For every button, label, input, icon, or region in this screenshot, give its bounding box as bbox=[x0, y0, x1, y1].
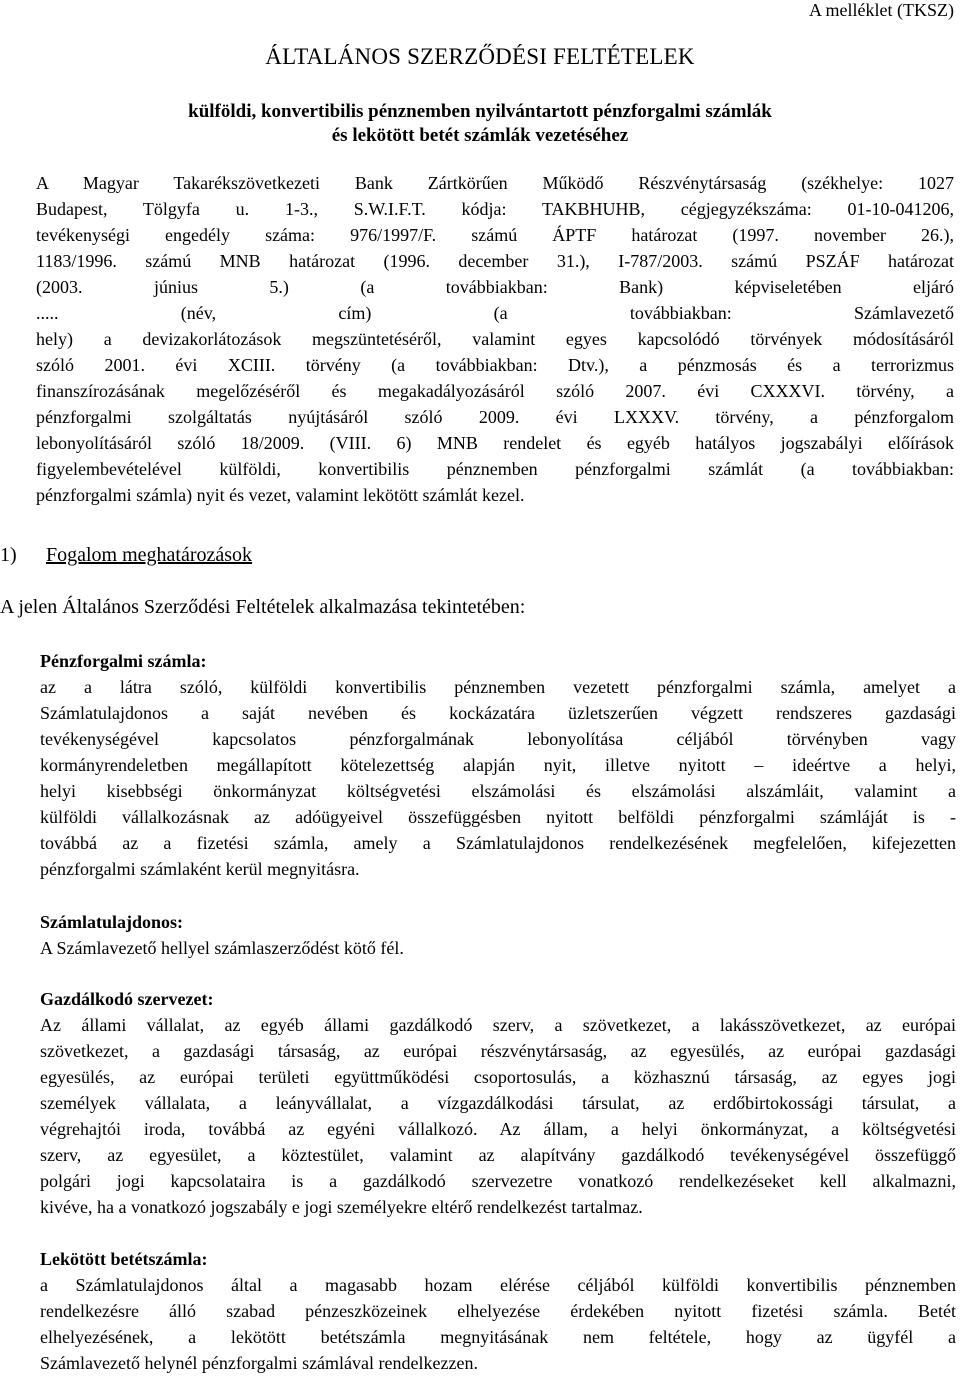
intro-line: ..... (név, cím) (a továbbiakban: Számlavezető bbox=[36, 303, 954, 323]
definition-term: Gazdálkodó szervezet: bbox=[40, 989, 214, 1009]
definition-body bbox=[40, 674, 956, 882]
definition-line: Számlatulajdonos a saját nevében és kockázatára üzletszerűen végzett rendszeres gazdasági bbox=[40, 703, 956, 723]
definition-line: a Számlatulajdonos által a magasabb hozam elérése céljából külföldi konvertibilis pénznemben bbox=[40, 1275, 956, 1295]
section-heading bbox=[0, 541, 252, 569]
definition-line: egyesülés, az európai területi együttműködési csoportosulás, a közhasznú társaság, az egyes jogi bbox=[40, 1067, 956, 1087]
definition-term: Lekötött betétszámla: bbox=[40, 1249, 208, 1269]
intro-line: pénzforgalmi szolgáltatás nyújtásáról szóló 2009. évi LXXXV. törvény, a pénzforgalom bbox=[36, 407, 954, 427]
definition-term: Pénzforgalmi számla: bbox=[40, 651, 207, 671]
definition-term: Számlatulajdonos: bbox=[40, 912, 184, 932]
definition-line: polgári jogi kapcsolataira is a gazdálkodó szervezetre vonatkozó rendelkezéseket kell alkalmazni, bbox=[40, 1171, 956, 1191]
section-lead: A jelen Általános Szerződési Feltételek alkalmazása tekintetében: bbox=[0, 596, 526, 618]
definition-line: Számlavezető helynél pénzforgalmi számlával rendelkezzen. bbox=[40, 1353, 478, 1373]
definition-body bbox=[40, 1012, 956, 1220]
intro-line: szóló 2001. évi XCIII. törvény (a továbbiakban: Dtv.), a pénzmosás és a terrorizmus bbox=[36, 355, 954, 375]
definition-line: az a látra szóló, külföldi konvertibilis pénznemben vezetett pénzforgalmi számla, amelyet a bbox=[40, 677, 956, 697]
section-number: 1) bbox=[0, 544, 17, 566]
intro-line: pénzforgalmi számla) nyit és vezet, valamint lekötött számlát kezel. bbox=[36, 485, 525, 505]
subtitle-line: és lekötött betét számlák vezetéséhez bbox=[331, 125, 629, 146]
intro-line: 1183/1996. számú MNB határozat (1996. december 31.), I-787/2003. számú PSZÁF határozat bbox=[36, 251, 954, 271]
document-subtitle bbox=[0, 100, 960, 148]
definition-line: rendelkezésre álló szabad pénzeszközeinek elhelyezése érdekében nyitott fizetési számla. Betét bbox=[40, 1301, 956, 1321]
document-title: ÁLTALÁNOS SZERZŐDÉSI FELTÉTELEK bbox=[265, 44, 695, 69]
intro-line: Budapest, Tölgyfa u. 1-3., S.W.I.F.T. kódja: TAKBHUHB, cégjegyzékszáma: 01-10-041206, bbox=[36, 199, 954, 219]
annex-label: A melléklet (TKSZ) bbox=[809, 0, 954, 20]
definition-line: kormányrendeletben megállapított kötelezettség alapján nyit, illetve nyitott – ideértve a helyi, bbox=[40, 755, 956, 775]
definition-line: elhelyezésének, a lekötött betétszámla megnyitásának nem feltétele, hogy az ügyfél a bbox=[40, 1327, 956, 1347]
intro-line: finanszírozásának megelőzéséről és megakadályozásáról szóló 2007. évi CXXXVI. törvény, a bbox=[36, 381, 954, 401]
intro-line: tevékenységi engedély száma: 976/1997/F. számú ÁPTF határozat (1997. november 26.), bbox=[36, 225, 954, 245]
intro-line: figyelembevételével külföldi, konvertibilis pénznemben pénzforgalmi számlát (a továbbiakban: bbox=[36, 459, 954, 479]
definition-line: A Számlavezető hellyel számlaszerződést kötő fél. bbox=[40, 938, 404, 958]
intro-line: A Magyar Takarékszövetkezeti Bank Zártkörűen Működő Részvénytársaság (székhelye: 1027 bbox=[36, 173, 954, 193]
definition-body bbox=[40, 1272, 956, 1376]
definition-line: szövetkezet, a gazdasági társaság, az európai részvénytársaság, az egyesülés, az európai gazdasági bbox=[40, 1041, 956, 1061]
definition-line: Az állami vállalat, az egyéb állami gazdálkodó szerv, a szövetkezet, a lakásszövetkezet, az európai bbox=[40, 1015, 956, 1035]
definition-line: továbbá az a fizetési számla, amely a Számlatulajdonos rendelkezésének megfelelően, kifejezetten bbox=[40, 833, 956, 853]
intro-paragraph bbox=[36, 170, 954, 508]
definition-line: kivéve, ha a vonatkozó jogszabály e jogi személyekre eltérő rendelkezést tartalmaz. bbox=[40, 1197, 643, 1217]
definition-line: végrehajtói iroda, továbbá az egyéni vállalkozó. Az állam, a helyi önkormányzat, a költségvetési bbox=[40, 1119, 956, 1139]
intro-line: (2003. június 5.) (a továbbiakban: Bank) képviseletében eljáró bbox=[36, 277, 954, 297]
definition-line: pénzforgalmi számlaként kerül megnyitásra. bbox=[40, 859, 360, 879]
definition-line: szerv, az egyesület, a köztestület, valamint az alapítvány gazdálkodó tevékenységével összefüggő bbox=[40, 1145, 956, 1165]
definition-line: helyi kisebbségi önkormányzat költségvetési elszámolási és elszámolási alszámláit, valamint a bbox=[40, 781, 956, 801]
definition-line: személyek vállalata, a leányvállalat, a vízgazdálkodási társulat, az erdőbirtokossági társulat, a bbox=[40, 1093, 956, 1113]
definition-body bbox=[40, 935, 956, 961]
definition-line: tevékenységével kapcsolatos pénzforgalmának lebonyolítása céljából törvényben vagy bbox=[40, 729, 956, 749]
definition-line: külföldi vállalkozásnak az adóügyeivel összefüggésben nyitott belföldi pénzforgalmi számláját is - bbox=[40, 807, 956, 827]
section-title: Fogalom meghatározások bbox=[46, 544, 253, 566]
intro-line: lebonyolításáról szóló 18/2009. (VIII. 6) MNB rendelet és egyéb hatályos jogszabályi előírások bbox=[36, 433, 954, 453]
subtitle-line: külföldi, konvertibilis pénznemben nyilvántartott pénzforgalmi számlák bbox=[188, 101, 772, 122]
intro-line: hely) a devizakorlátozások megszüntetéséről, valamint egyes kapcsolódó törvények módosításáról bbox=[36, 329, 954, 349]
